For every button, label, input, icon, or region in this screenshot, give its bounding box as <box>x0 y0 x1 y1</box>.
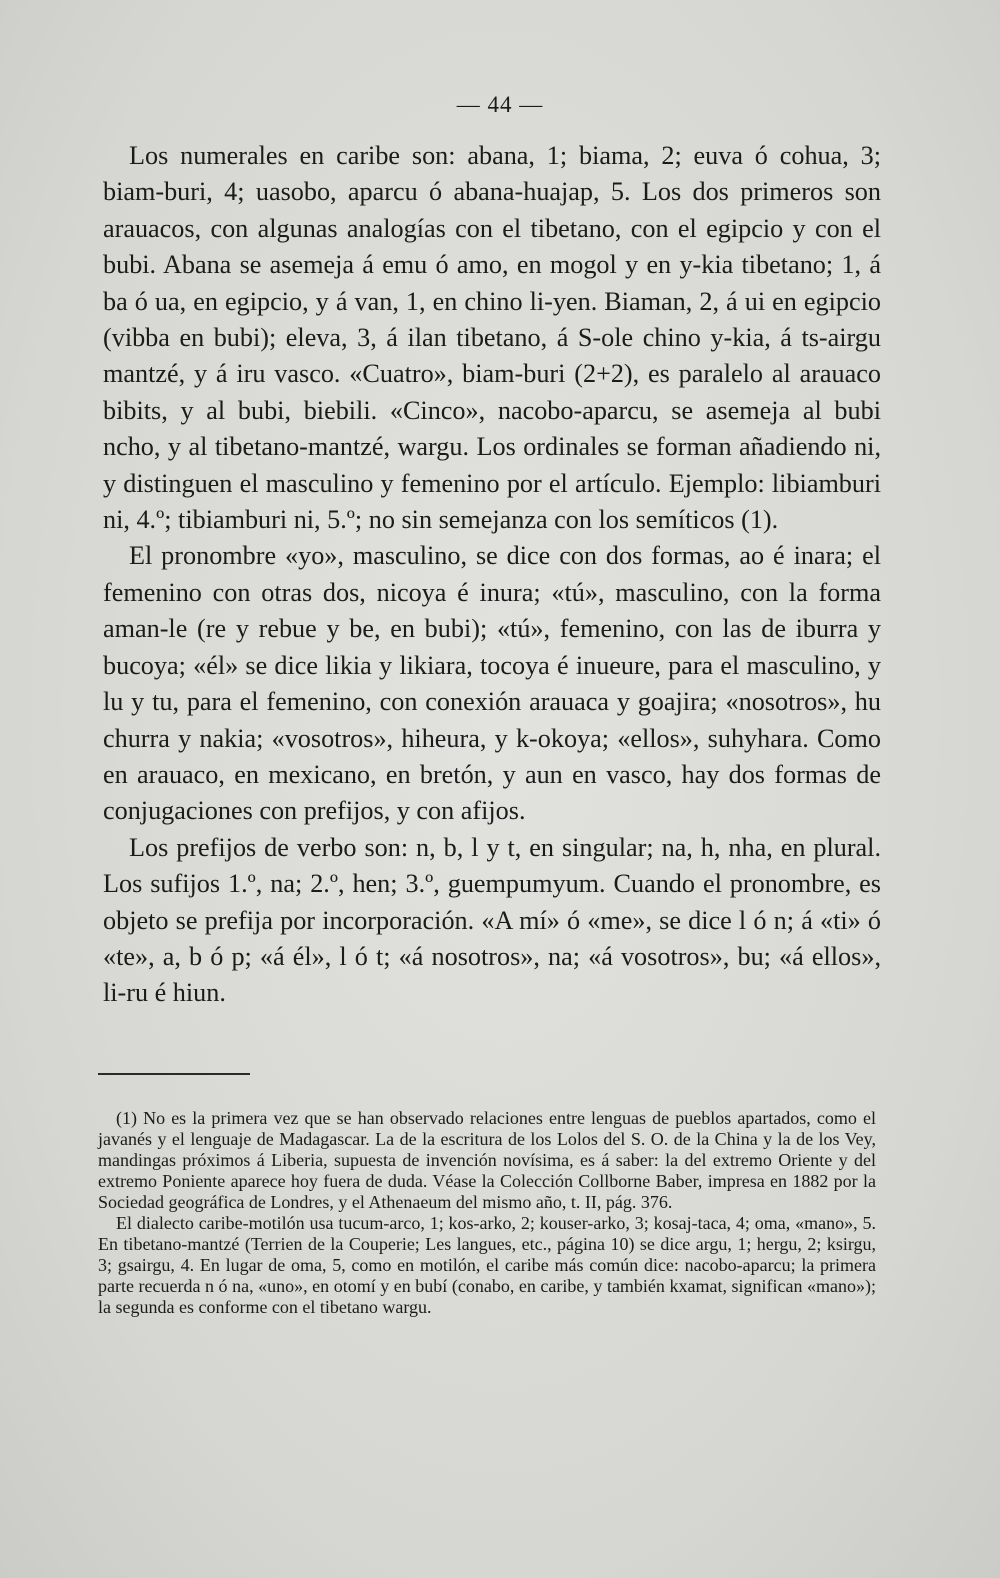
paragraph-numerals: Los numerales en caribe son: abana, 1; biama, 2; euva ó cohua, 3; biam-buri, 4; uasobo, aparcu ó abana-huajap, 5. Los dos primeros son arauacos, con algunas analogías con el tibetano, con el egipcio y con el bubi. Abana se asemeja á emu ó amo, en mogol y en y-kia tibetano; 1, á ba ó ua, en egipcio, y á van, 1, en chino li-yen. Biaman, 2, á ui en egipcio (vibba en bubi); eleva, 3, á ilan tibetano, á S-ole chino y-kia, á ts-airgu mantzé, y á iru vasco. «Cuatro», biam-buri (2+2), es paralelo al arauaco bibits, y al bubi, biebili. «Cinco», nacobo-aparcu, se asemeja al bubi ncho, y al tibetano-mantzé, wargu. Los ordinales se forman añadiendo ni, y distinguen el masculino y femenino por el artículo. Ejemplo: libiamburi ni, 4.º; tibiamburi ni, 5.º; no sin semejanza con los semíticos (1). <box>103 141 881 535</box>
footnotes <box>98 1108 876 1318</box>
paragraph-prefixes: Los prefijos de verbo son: n, b, l y t, en singular; na, h, nha, en plural. Los sufijos 1.º, na; 2.º, hen; 3.º, guempumyum. Cuando el pronombre, es objeto se prefija por incorporación. «A mí» ó «me», se dice l ó n; á «ti» ó «te», a, b ó p; «á él», l ó t; «á nosotros», na; «á vosotros», bu; «á ellos», li-ru é hiun. <box>103 832 881 1008</box>
page-number: — 44 — <box>456 92 544 117</box>
main-text <box>103 138 881 1012</box>
footnote-divider <box>98 1073 250 1075</box>
paragraph-pronouns: El pronombre «yo», masculino, se dice con dos formas, ao é inara; el femenino con otras dos, nicoya é inura; «tú», masculino, con la forma aman-le (re y rebue y be, en bubi); «tú», femenino, con las de iburra y bucoya; «él» se dice likia y likiara, tocoya é inueure, para el masculino, y lu y tu, para el femenino, con conexión arauaca y goajira; «nosotros», hu churra y nakia; «vosotros», hiheura, y k-okoya; «ellos», suhyhara. Como en arauaco, en mexicano, en bretón, y aun en vasco, hay dos formas de conjugaciones con prefijos, y con afijos. <box>103 541 881 826</box>
footnote-1-continued: El dialecto caribe-motilón usa tucum-arco, 1; kos-arko, 2; kouser-arko, 3; kosaj-taca, 4; oma, «mano», 5. En tibetano-mantzé (Terrien de la Couperie; Les langues, etc., página 10) se dice argu, 1; hergu, 2; ksirgu, 3; gsairgu, 4. En lugar de oma, 5, como en motilón, el caribe más común dice: nacobo-aparcu; la primera parte recuerda n ó na, «uno», en otomí y en bubí (conabo, en caribe, y también kxamat, significan «mano»); la segunda es conforme con el tibetano wargu. <box>98 1213 876 1317</box>
footnote-1: (1) No es la primera vez que se han observado relaciones entre lenguas de pueblos apartados, como el javanés y el lenguaje de Madagascar. La de la escritura de los Lolos del S. O. de la China y la de los Vey, mandingas próximos á Liberia, supuesta de invención novísima, es á saber: la del extremo Oriente y del extremo Poniente aparece hoy fuera de duda. Véase la Colección Collborne Baber, impresa en 1882 por la Sociedad geográfica de Londres, y el Athenaeum del mismo año, t. II, pág. 376. <box>98 1108 876 1212</box>
